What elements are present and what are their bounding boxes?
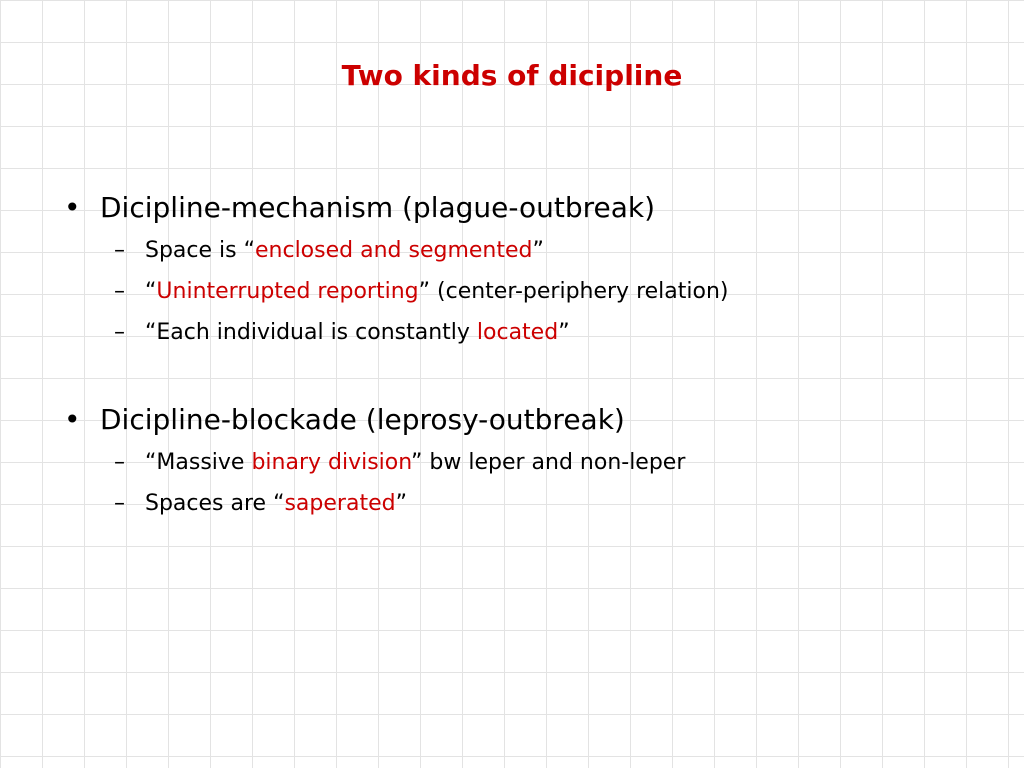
sub-marker: – [114,279,125,304]
highlight-text: located [476,320,559,345]
sub-item [114,483,984,524]
sub-item [114,442,984,483]
sub-text-pre: “ [145,279,157,304]
sub-text [145,230,544,271]
sub-item [114,312,984,353]
sub-marker: – [114,320,125,345]
sub-item [114,271,984,312]
bullet-section-blockade [64,400,984,524]
highlight-text: Uninterrupted reporting [156,279,419,304]
sub-text [145,312,570,353]
sub-list [64,230,984,353]
highlight-text: enclosed and segmented [255,238,533,263]
bullet-text: Dicipline-mechanism (plague-outbreak) [100,191,656,224]
bullet-line [64,188,984,228]
sub-text-pre: Spaces are “ [145,491,285,516]
bullet-section-mechanism [64,188,984,353]
sub-marker: – [114,238,125,263]
bullet-marker: • [64,403,81,436]
highlight-text: binary division [251,450,411,475]
sub-text-pre: “Massive [145,450,252,475]
sub-text [145,442,685,483]
sub-text-post: ” [532,238,544,263]
sub-marker: – [114,450,125,475]
sub-item [114,230,984,271]
bullet-line [64,400,984,440]
sub-text-post: ” (center-periphery relation) [418,279,729,304]
bullet-marker: • [64,191,81,224]
sub-text-post: ” bw leper and non-leper [411,450,686,475]
slide-title: Two kinds of dicipline [341,59,683,92]
sub-text-post: ” [558,320,570,345]
bullet-item [64,400,984,524]
sub-marker: – [114,491,125,516]
bullet-item [64,188,984,353]
bullet-text: Dicipline-blockade (leprosy-outbreak) [100,403,625,436]
sub-text-pre: “Each individual is constantly [145,320,477,345]
sub-text [145,483,407,524]
sub-list [64,442,984,524]
sub-text-post: ” [395,491,407,516]
highlight-text: saperated [284,491,396,516]
sub-text [145,271,728,312]
sub-text-pre: Space is “ [145,238,255,263]
